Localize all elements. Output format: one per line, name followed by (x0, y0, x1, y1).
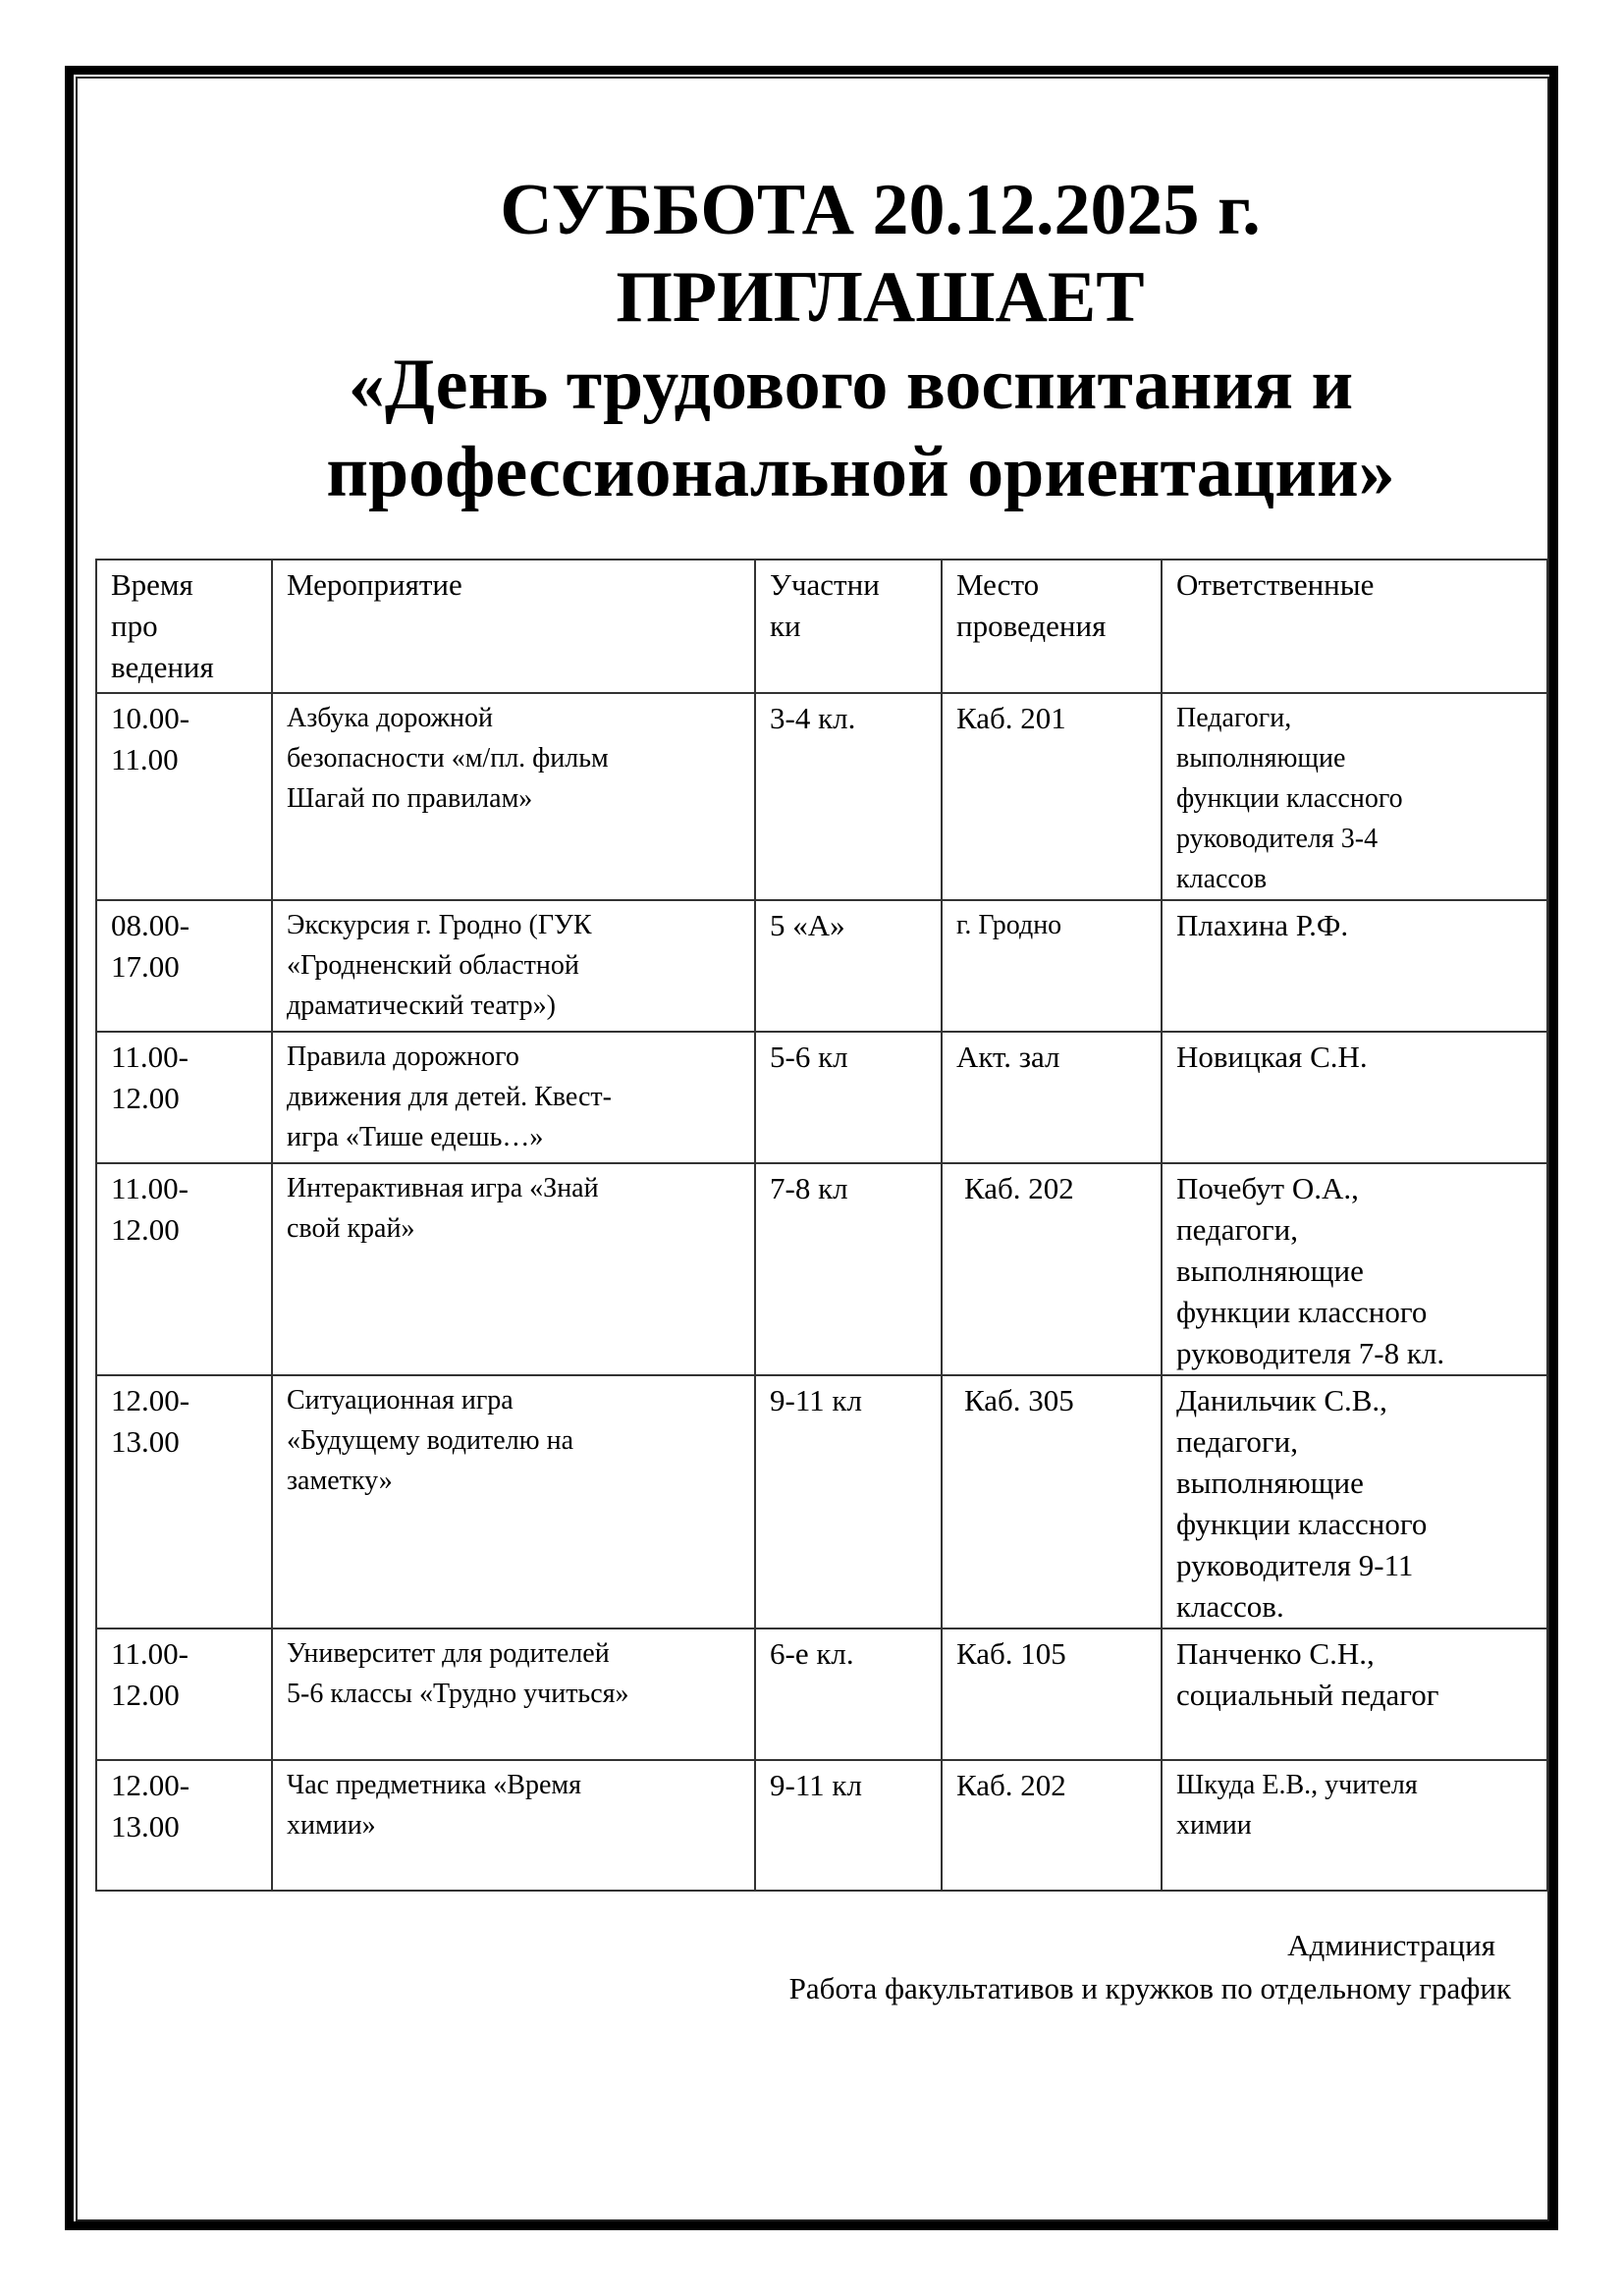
cell-event: Азбука дорожной безопасности «м/пл. фильм Шагай по правилам» (272, 693, 755, 900)
cell-responsible: Панченко С.Н., социальный педагог (1162, 1629, 1547, 1760)
cell-event: Интерактивная игра «Знай свой край» (272, 1163, 755, 1375)
title-event-line1: «День трудового воспитания и (348, 345, 1354, 425)
header-place: Место проведения (942, 560, 1162, 693)
footer-signature: Администрация (1287, 1928, 1495, 1962)
cell-time: 10.00- 11.00 (96, 693, 272, 900)
table-row (96, 1629, 1547, 1760)
cell-time: 12.00- 13.00 (96, 1760, 272, 1891)
cell-place: Акт. зал (942, 1032, 1162, 1163)
title-date: СУББОТА 20.12.2025 г. (500, 170, 1261, 250)
cell-time: 12.00- 13.00 (96, 1375, 272, 1629)
cell-event: Университет для родителей 5-6 классы «Трудно учиться» (272, 1629, 755, 1760)
cell-responsible: Почебут О.А., педагоги, выполняющие функции классного руководителя 7-8 кл. (1162, 1163, 1547, 1375)
title-invites: ПРИГЛАШАЕТ (616, 257, 1145, 338)
cell-place: Каб. 305 (942, 1375, 1162, 1629)
header-event: Мероприятие (272, 560, 755, 693)
cell-event: Час предметника «Время химии» (272, 1760, 755, 1891)
cell-participants: 5 «А» (755, 900, 942, 1032)
cell-place: г. Гродно (942, 900, 1162, 1032)
table-row (96, 1375, 1547, 1629)
cell-responsible: Педагоги, выполняющие функции классного руководителя 3-4 классов (1162, 693, 1547, 900)
schedule-table (95, 559, 1548, 1892)
cell-responsible: Новицкая С.Н. (1162, 1032, 1547, 1163)
cell-event: Ситуационная игра «Будущему водителю на заметку» (272, 1375, 755, 1629)
cell-responsible: Плахина Р.Ф. (1162, 900, 1547, 1032)
cell-place: Каб. 202 (942, 1760, 1162, 1891)
title-event-line2: профессиональной ориентации» (326, 432, 1395, 512)
cell-place: Каб. 202 (942, 1163, 1162, 1375)
cell-participants: 9-11 кл (755, 1760, 942, 1891)
cell-time: 11.00- 12.00 (96, 1032, 272, 1163)
table-row (96, 900, 1547, 1032)
cell-time: 11.00- 12.00 (96, 1629, 272, 1760)
header-time: Время про ведения (96, 560, 272, 693)
cell-participants: 3-4 кл. (755, 693, 942, 900)
header-responsible: Ответственные (1162, 560, 1547, 693)
cell-participants: 9-11 кл (755, 1375, 942, 1629)
table-header-row (96, 560, 1547, 693)
cell-event: Правила дорожного движения для детей. Квест- игра «Тише едешь…» (272, 1032, 755, 1163)
cell-time: 08.00- 17.00 (96, 900, 272, 1032)
cell-event: Экскурсия г. Гродно (ГУК «Гродненский областной драматический театр») (272, 900, 755, 1032)
cell-place: Каб. 201 (942, 693, 1162, 900)
cell-participants: 7-8 кл (755, 1163, 942, 1375)
header-participants: Участни ки (755, 560, 942, 693)
cell-place: Каб. 105 (942, 1629, 1162, 1760)
cell-responsible: Данильчик С.В., педагоги, выполняющие функции классного руководителя 9-11 классов. (1162, 1375, 1547, 1629)
footer-note: Работа факультативов и кружков по отдельному график (788, 1971, 1511, 2005)
table-row (96, 1760, 1547, 1891)
table-row (96, 693, 1547, 900)
cell-responsible: Шкуда Е.В., учителя химии (1162, 1760, 1547, 1891)
table-row (96, 1032, 1547, 1163)
table-row (96, 1163, 1547, 1375)
cell-participants: 5-6 кл (755, 1032, 942, 1163)
page-title (96, 167, 1546, 516)
cell-participants: 6-е кл. (755, 1629, 942, 1760)
cell-time: 11.00- 12.00 (96, 1163, 272, 1375)
footer (789, 1924, 1511, 2010)
